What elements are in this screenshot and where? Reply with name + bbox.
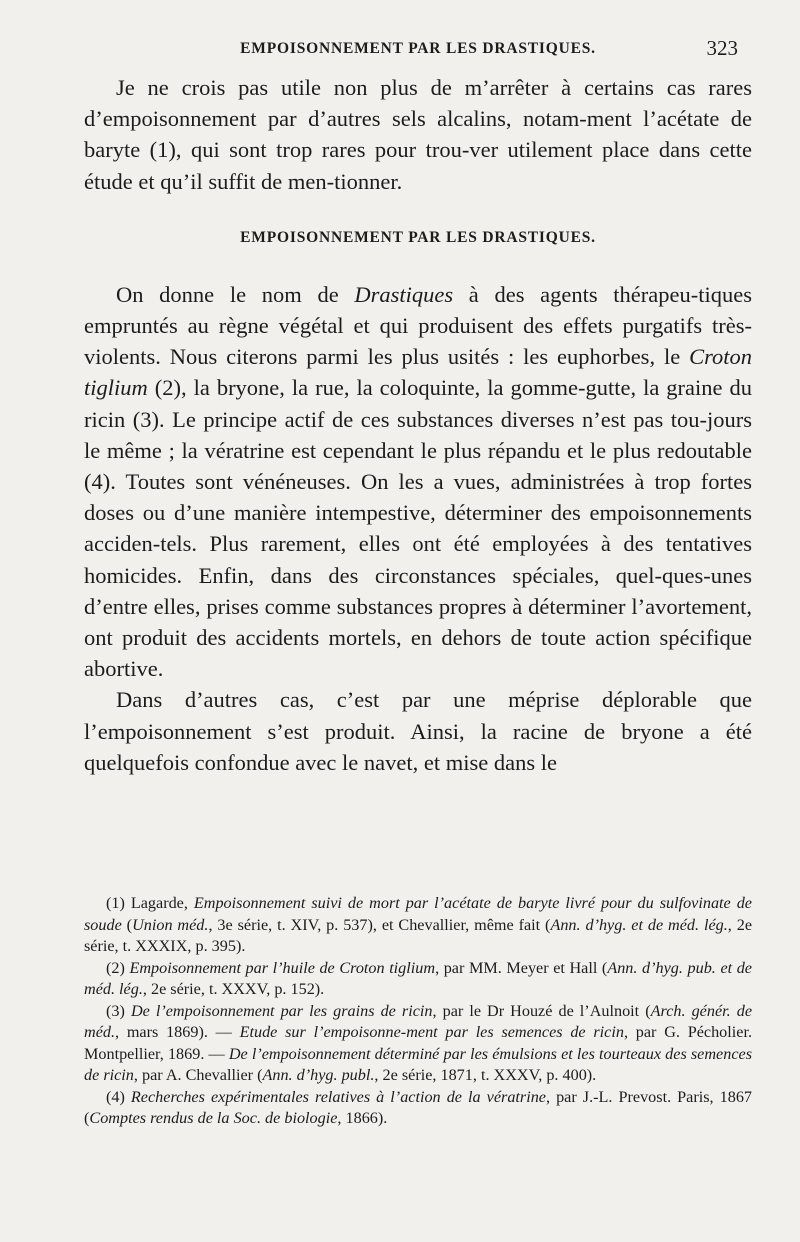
footnotes — [84, 893, 752, 1130]
footnote-2 — [84, 958, 752, 1001]
footnote-2-part: (2) — [106, 958, 130, 977]
footnote-1-part: , 3e série, t. XIV, p. 537), et Chevallier, même fait ( — [208, 915, 551, 934]
paragraph-2-text-a: On donne le nom de — [116, 281, 355, 307]
paragraph-2 — [84, 279, 752, 685]
footnote-3-journal: Ann. d’hyg. publ. — [262, 1066, 375, 1084]
footnote-3 — [84, 1001, 752, 1087]
paragraph-1 — [84, 72, 752, 197]
paragraph-3 — [84, 684, 752, 778]
footnote-3-title: De l’empoisonnement déterminé par les émulsions et les tourteaux des semences de ricin — [84, 1044, 753, 1084]
footnote-4-part: (4) — [106, 1087, 131, 1106]
footnote-1-part: ( — [121, 915, 133, 934]
footnote-4-title: Recherches expérimentales relatives à l’action de la vératrine — [130, 1087, 546, 1106]
paragraph-1-text: Je ne crois pas utile non plus de m’arrêter à certains cas rares d’empoisonnement par d’autres sels alcalins, notam-ment l’acétate de baryte (1), qui sont trop rares pour trou-ver utilement place dans cette étude et qu’il suffit de men-tionner. — [84, 75, 752, 194]
paragraph-3-text: Dans d’autres cas, c’est par une méprise déplorable que l’empoisonnement s’est produit. Ainsi, la racine de bryone a été quelquefois confondue avec le navet, et mise dans le — [84, 687, 752, 775]
footnote-2-part: , par MM. Meyer et Hall ( — [435, 958, 608, 977]
footnote-3-part: , mars 1869). — — [115, 1023, 240, 1041]
footnote-2-journal: Ann. d’hyg. pub. et de méd. lég. — [84, 958, 752, 998]
footnote-1 — [84, 893, 752, 958]
footnote-1-title: Empoisonnement suivi de mort par l’acétate de baryte livré pour du sulfovinate de soude — [84, 894, 752, 934]
footnote-2-title: Empoisonnement par l’huile de Croton tiglium — [129, 958, 436, 977]
paragraph-2-text-e: (2), la bryone, la rue, la coloquinte, la gomme-gutte, la graine du ricin (3). Le principe actif de ces substances diverses n’est pas tou-jours le même ; la vératrine est cependant le plus répandu et le plus redoutable (4). Toutes sont vénéneuses. On les a vues, administrées à trop fortes doses ou d’une manière intempestive, déterminer des empoisonnements acciden-tels. Plus rarement, elles ont été employées à des tentatives homicides. Enfin, dans des circonstances spéciales, quel-ques-unes d’entre elles, prises comme substances propres à déterminer l’avortement, ont produit des accidents mortels, en dehors de toute action spécifique abortive. — [84, 375, 752, 682]
paragraph-2-term-croton: Croton tiglium — [84, 344, 752, 401]
footnote-4-part: , par J.-L. Prevost. Paris, 1867 ( — [84, 1087, 753, 1127]
page-number: 323 — [706, 36, 738, 60]
footnote-1-part: (1) Lagarde, — [106, 894, 194, 912]
footnote-3-part: , par A. Chevallier ( — [133, 1066, 263, 1084]
footnote-1-journal: Union méd. — [132, 915, 209, 934]
running-title: EMPOISONNEMENT PAR LES DRASTIQUES. — [240, 40, 596, 57]
footnote-1-part: , 2e série, t. XXXIX, p. 395). — [84, 915, 753, 955]
footnote-3-part: , par G. Pécholier. Montpellier, 1869. — — [84, 1023, 752, 1063]
footnote-4 — [84, 1087, 752, 1130]
section-heading: EMPOISONNEMENT PAR LES DRASTIQUES. — [240, 228, 596, 246]
footnote-2-part: , 2e série, t. XXXV, p. 152). — [142, 980, 325, 998]
footnote-3-title: Etude sur l’empoisonne-ment par les semences de ricin — [239, 1023, 624, 1041]
footnote-3-part: , par le Dr Houzé de l’Aulnoit ( — [432, 1001, 651, 1020]
paragraph-2-text-c: à des agents thérapeu-tiques empruntés au règne végétal et qui produisent des effets purgatifs très-violents. Nous citerons parmi les plus usités : les euphorbes, le — [84, 281, 752, 370]
body-text — [84, 72, 752, 778]
footnote-3-part: , 2e série, 1871, t. XXXV, p. 400). — [374, 1066, 597, 1084]
paragraph-2-term-drastiques: Drastiques — [354, 281, 454, 307]
footnote-3-part: (3) — [106, 1001, 131, 1020]
footnote-4-part: , 1866). — [337, 1109, 388, 1127]
running-head — [84, 36, 752, 66]
footnote-4-journal: Comptes rendus de la Soc. de biologie — [89, 1109, 338, 1127]
footnote-3-journal: Arch. génér. de méd. — [84, 1001, 753, 1041]
footnote-3-title: De l’empoisonnement par les grains de ricin — [130, 1001, 433, 1020]
footnote-1-journal: Ann. d’hyg. et de méd. lég. — [550, 915, 728, 934]
